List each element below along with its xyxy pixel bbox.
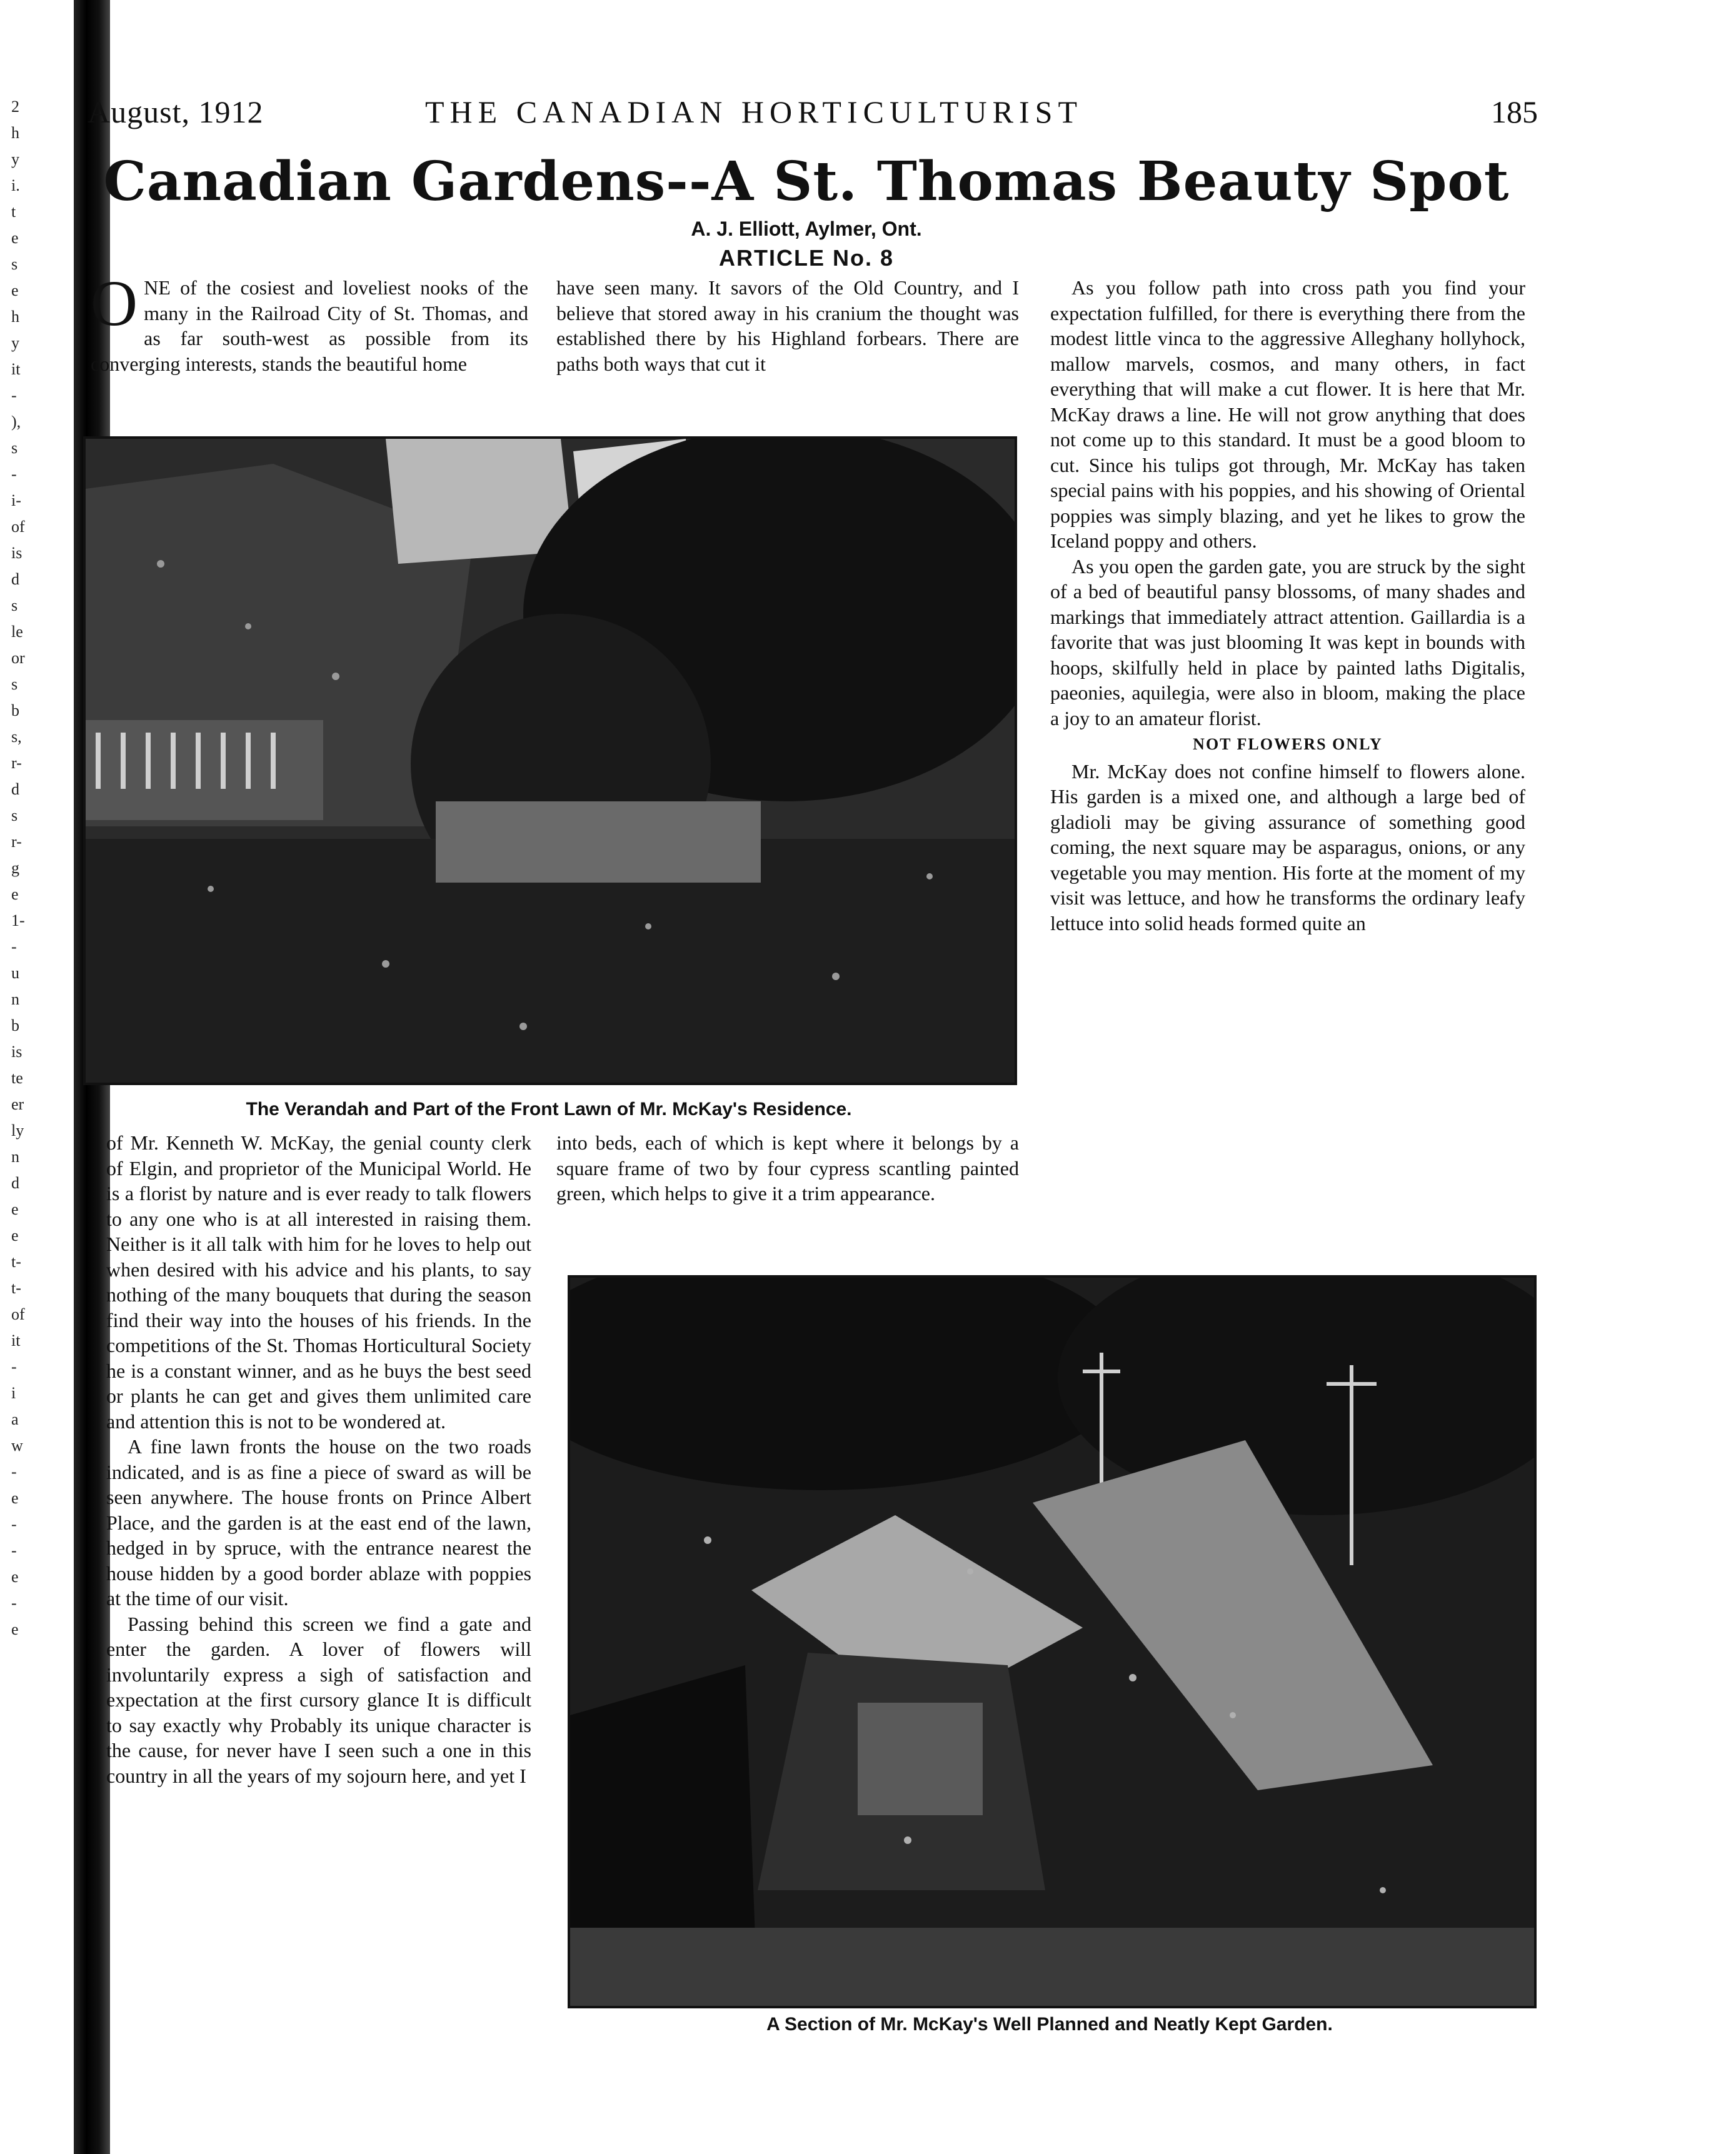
margin-fragment: - (11, 938, 17, 956)
column-1-top (91, 268, 528, 376)
margin-fragment: i (11, 1384, 16, 1402)
article-number: ARTICLE No. 8 (718, 245, 894, 271)
margin-fragment: is (11, 544, 23, 562)
margin-fragment: y (11, 334, 19, 352)
margin-fragment: t- (11, 1253, 21, 1271)
margin-fragment: h (11, 124, 19, 142)
journal-title: THE CANADIAN HORTICULTURIST (425, 94, 1083, 129)
margin-fragment: 1- (11, 911, 25, 929)
margin-fragment: - (11, 1358, 17, 1376)
margin-fragment: e (11, 1226, 19, 1245)
margin-fragment: s (11, 675, 18, 693)
paragraph: into beds, each of which is kept where it belongs by a square frame of two by four cypress scantling painted green, which helps to give it a trim appearance. (556, 1131, 1019, 1205)
margin-fragment: d (11, 570, 19, 588)
margin-fragment: - (11, 1515, 17, 1533)
margin-fragment: s, (11, 728, 22, 746)
article-title: Canadian Gardens--A St. Thomas Beauty Spot (103, 150, 1510, 213)
margin-fragment: - (11, 1594, 17, 1612)
margin-fragment: e (11, 281, 19, 299)
margin-fragment: g (11, 859, 19, 877)
margin-fragment: i- (11, 491, 21, 509)
paragraph: As you follow path into cross path you find your expectation fulfilled, for there is everything there from the modest little vinca to the aggressive Alleghany hollyhock, mallow marvels, cosmos, and many others, in fact everything that will make a cut flower. It is here that Mr. McKay draws a line. He will not grow anything that does not come up to this standard. It must be a good bloom to cut. Since his tulips got through, Mr. McKay has taken special pains with his poppies, and his showing of Oriental poppies was simply blazing, and yet he likes to grow the Iceland poppy and others. (1050, 276, 1525, 552)
verandah-photo-caption: The Verandah and Part of the Front Lawn of Mr. McKay's Residence. (246, 1099, 852, 1120)
header-date: August, 1912 (88, 94, 264, 129)
margin-fragment: is (11, 1043, 23, 1061)
margin-fragment: e (11, 1200, 19, 1218)
margin-fragment: ), (11, 413, 21, 431)
margin-fragment: b (11, 701, 19, 719)
margin-fragment: - (11, 1541, 17, 1560)
paragraph: have seen many. It savors of the Old Country, and I believe that stored away in his cranium the thought was established there by his Highland forbears. There are paths both ways that cut it (556, 276, 1019, 375)
margin-fragment: t (11, 203, 16, 221)
margin-fragment: 2 (11, 98, 19, 116)
margin-fragment: e (11, 1568, 19, 1586)
verandah-photo-image (86, 439, 1015, 1083)
drop-cap: O (91, 268, 138, 339)
column-2-bottom (556, 1130, 1019, 1206)
column-1-bottom (106, 1130, 531, 1788)
column-3 (1050, 275, 1525, 936)
opening-paragraph (91, 268, 528, 376)
margin-fragment: r- (11, 754, 22, 772)
margin-fragment: r- (11, 833, 22, 851)
margin-fragment: e (11, 1620, 19, 1638)
margin-fragment: w (11, 1436, 23, 1455)
margin-fragment: h (11, 308, 19, 326)
paragraph: As you open the garden gate, you are struck by the sight of a bed of beautiful pansy blossoms, of many shades and markings that immediately attract attention. Gaillardia is a favorite that was just blooming It was kept in bounds with hoops, skilfully held in place by painted laths Digitalis, paeonies, aquilegia, were also in bloom, making the place a joy to an amateur florist. (1050, 554, 1525, 729)
running-header (88, 94, 1538, 144)
section-subhead: NOT FLOWERS ONLY (1193, 735, 1383, 753)
margin-fragment: - (11, 386, 17, 404)
margin-fragment: d (11, 1174, 19, 1192)
margin-fragment: e (11, 885, 19, 903)
paragraph: Mr. McKay does not confine himself to flowers alone. His garden is a mixed one, and although a large bed of gladioli may be giving assurance of something good coming, the next square may be asparagus, onions, or any vegetable you may mention. His forte at the moment of my visit was lettuce, and how he transforms the ordinary leafy lettuce into solid heads formed quite an (1050, 759, 1525, 934)
paragraph: of Mr. Kenneth W. McKay, the genial county clerk of Elgin, and proprietor of the Municipal World. He is a florist by nature and is ever ready to talk flowers to any one who is at all interested in raising them. Neither is it all talk with him for he loves to help out when desired with his advice and his plants, to say nothing of the many bouquets that during the season find their way into the houses of his friends. In the competitions of the St. Thomas Horticultural Society he is a constant winner, and as he buys the best seed or plants he can get and gives them unlimited care and attention this is not to be wondered at. (106, 1131, 531, 1433)
garden-photo-image (570, 1278, 1534, 2006)
opening-text: NE of the cosiest and loveliest nooks of the many in the Railroad City of St. Thomas, and as far south-west as possible from its converging interests, stands the beautiful home (91, 276, 528, 375)
margin-fragment: n (11, 1148, 19, 1166)
margin-fragment: a (11, 1410, 19, 1428)
margin-fragment: e (11, 1489, 19, 1507)
margin-fragment: n (11, 990, 19, 1008)
margin-fragment: s (11, 806, 18, 824)
margin-fragment: er (11, 1095, 24, 1113)
verandah-photo (83, 436, 1017, 1085)
margin-fragment: s (11, 596, 18, 614)
garden-photo (568, 1275, 1537, 2008)
margin-fragment: t- (11, 1279, 21, 1297)
margin-fragment: s (11, 255, 18, 273)
margin-fragment: d (11, 780, 19, 798)
margin-fragment: u (11, 964, 19, 982)
margin-fragment: - (11, 1463, 17, 1481)
margin-fragment: s (11, 439, 18, 457)
garden-photo-caption: A Section of Mr. McKay's Well Planned and Neatly Kept Garden. (766, 2014, 1333, 2035)
margin-fragment: le (11, 623, 23, 641)
margin-fragment: - (11, 465, 17, 483)
margin-fragment: i. (11, 176, 20, 194)
margin-fragment: e (11, 229, 19, 247)
column-2-top (556, 275, 1019, 376)
margin-fragment: y (11, 150, 19, 168)
paragraph: Passing behind this screen we find a gate and enter the garden. A lover of flowers will involuntarily express a sigh of satisfaction and expectation at the first cursory glance It is difficult to say exactly why Probably its unique character is the cause, for never have I seen such a one in this country in all the years of my sojourn here, and yet I (106, 1612, 531, 1787)
page-number: 185 (1491, 94, 1538, 129)
margin-fragment: te (11, 1069, 23, 1087)
margin-fragment: it (11, 360, 21, 378)
margin-fragment: ly (11, 1121, 24, 1140)
left-margin-fragments (0, 94, 69, 1643)
margin-fragment: or (11, 649, 25, 667)
margin-fragment: of (11, 518, 25, 536)
author-byline: A. J. Elliott, Aylmer, Ont. (691, 218, 922, 240)
paragraph: A fine lawn fronts the house on the two roads indicated, and is as fine a piece of sward as will be seen anywhere. The house fronts on Prince Albert Place, and the garden is at the east end of the lawn, hedged in by spruce, with the entrance nearest the house hidden by a good border ablaze with poppies at the time of our visit. (106, 1435, 531, 1610)
margin-fragment: of (11, 1305, 25, 1323)
margin-fragment: b (11, 1016, 19, 1034)
margin-fragment: it (11, 1331, 21, 1350)
